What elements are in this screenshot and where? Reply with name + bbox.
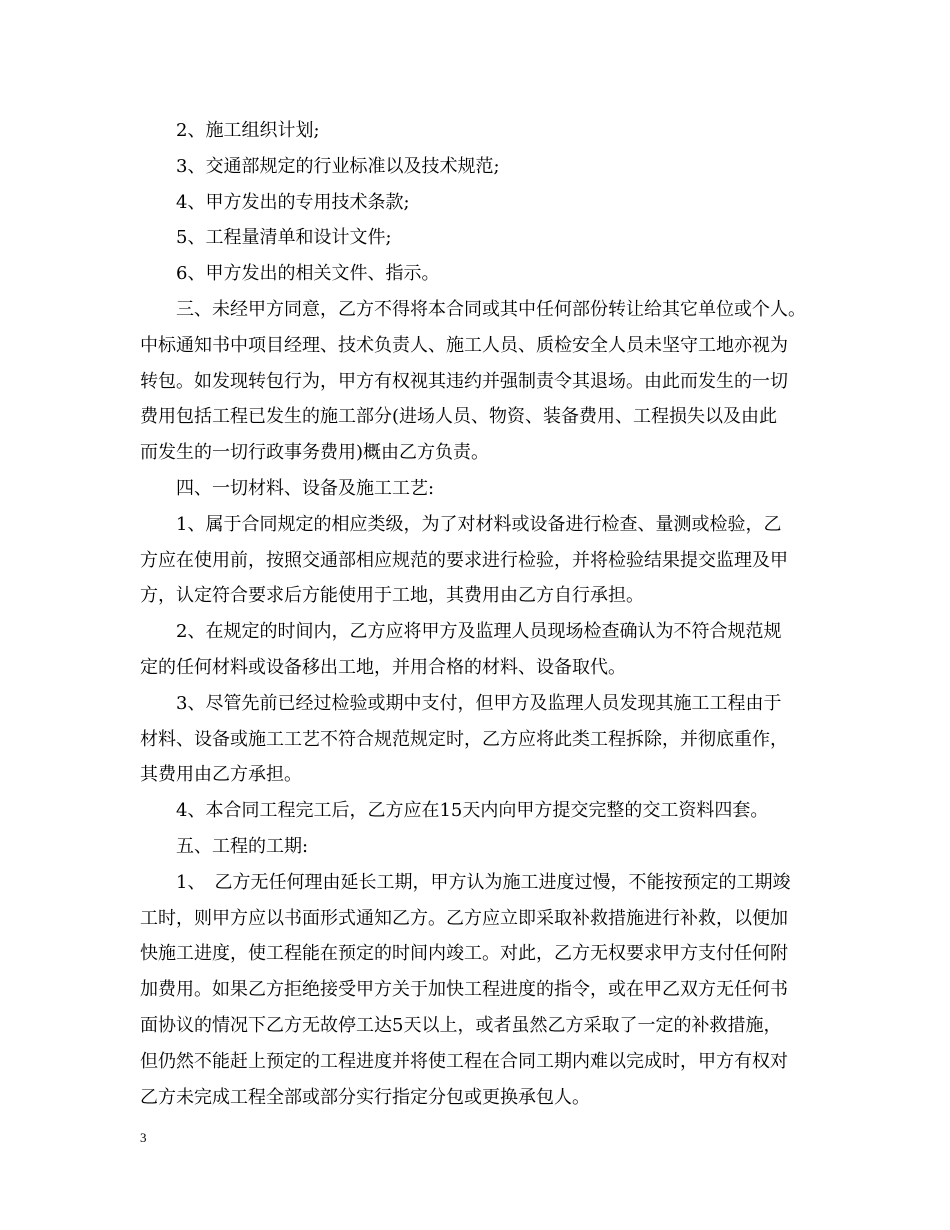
paragraph-line: 中标通知书中项目经理、技术负责人、施工人员、质检安全人员未坚守工地亦视为	[140, 334, 788, 356]
document-body	[140, 113, 820, 1115]
paragraph-line: 而发生的一切行政事务费用)概由乙方负责。	[140, 442, 490, 464]
page-number: 3	[140, 1130, 147, 1145]
paragraph-line: 材料、设备或施工工艺不符合规范规定时，乙方应将此类工程拆除，并彻底重作，	[140, 728, 788, 750]
paragraph-line: 方，认定符合要求后方能使用于工地，其费用由乙方自行承担。	[140, 585, 644, 607]
list-item: 2、在规定的时间内，乙方应将甲方及监理人员现场检查确认为不符合规范规	[176, 621, 782, 643]
paragraph-line: 工时，则甲方应以书面形式通知乙方。乙方应立即采取补救措施进行补救，以便加	[140, 907, 788, 929]
list-item: 3、交通部规定的行业标准以及技术规范;	[176, 155, 500, 177]
paragraph-line: 方应在使用前，按照交通部相应规范的要求进行检验，并将检验结果提交监理及甲	[140, 549, 788, 571]
paragraph-line: 快施工进度，使工程能在预定的时间内竣工。对此，乙方无权要求甲方支付任何附	[140, 943, 788, 965]
paragraph-line: 但仍然不能赶上预定的工程进度并将使工程在合同工期内难以完成时，甲方有权对	[140, 1050, 788, 1072]
paragraph-line: 费用包括工程已发生的施工部分(进场人员、物资、装备费用、工程损失以及由此	[140, 406, 778, 428]
list-item: 3、尽管先前已经过检验或期中支付，但甲方及监理人员发现其施工工程由于	[176, 692, 782, 714]
list-item: 6、甲方发出的相关文件、指示。	[176, 263, 440, 285]
list-item: 2、施工组织计划;	[176, 120, 320, 141]
list-item: 1、属于合同规定的相应类级，为了对材料或设备进行检查、量测或检验，乙	[176, 513, 782, 535]
clause-heading: 三、未经甲方同意，乙方不得将本合同或其中任何部份转让给其它单位或个人。	[176, 298, 806, 320]
list-item: 4、甲方发出的专用技术条款;	[176, 191, 410, 213]
section-heading: 五、工程的工期:	[176, 835, 309, 857]
paragraph-line: 转包。如发现转包行为，甲方有权视其违约并强制责令其退场。由此而发生的一切	[140, 370, 788, 392]
paragraph-line: 乙方未完成工程全部或部分实行指定分包或更换承包人。	[140, 1086, 590, 1108]
paragraph-line: 其费用由乙方承担。	[140, 764, 302, 786]
paragraph-line: 加费用。如果乙方拒绝接受甲方关于加快工程进度的指令，或在甲乙双方无任何书	[140, 979, 788, 1001]
paragraph-line: 定的任何材料或设备移出工地，并用合格的材料、设备取代。	[140, 656, 626, 678]
list-item: 4、本合同工程完工后，乙方应在15天内向甲方提交完整的交工资料四套。	[176, 800, 769, 822]
list-item: 5、工程量清单和设计文件;	[176, 227, 392, 249]
list-item: 1、 乙方无任何理由延长工期，甲方认为施工进度过慢，不能按预定的工期竣	[176, 871, 791, 893]
section-heading: 四、一切材料、设备及施工工艺:	[176, 477, 435, 499]
paragraph-line: 面协议的情况下乙方无故停工达5天以上，或者虽然乙方采取了一定的补救措施，	[140, 1014, 782, 1036]
